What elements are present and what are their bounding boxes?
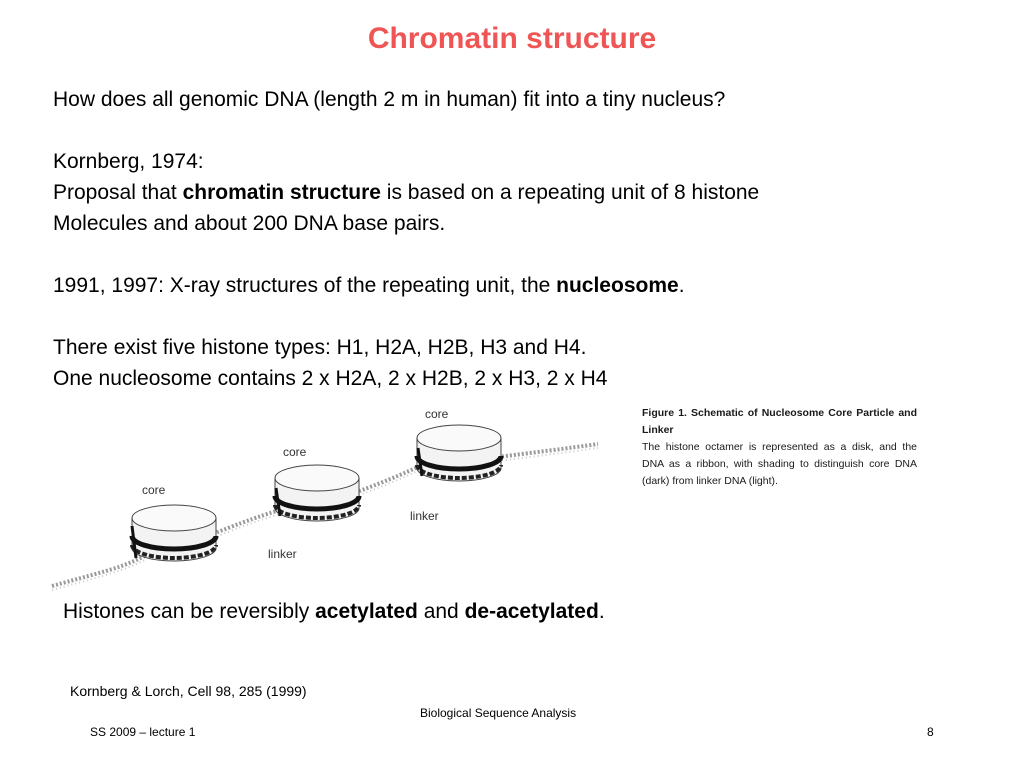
- acetylated-term: acetylated: [315, 600, 418, 623]
- histone-types-line: There exist five histone types: H1, H2A, H2B, H3 and H4.: [53, 336, 587, 359]
- figure-caption: [642, 405, 917, 490]
- kornberg-year-line: Kornberg, 1974:: [53, 150, 204, 173]
- footer-page-number: 8: [927, 725, 934, 739]
- slide-title: Chromatin structure: [367, 22, 657, 55]
- proposal-post: is based on a repeating unit of 8 histone: [380, 181, 760, 204]
- acetylation-line: [63, 598, 605, 626]
- deacetylated-term: de-acetylated: [464, 600, 599, 623]
- proposal-line-2: Molecules and about 200 DNA base pairs.: [53, 212, 446, 235]
- label-linker-right: linker: [410, 509, 439, 523]
- xray-post: .: [678, 274, 685, 297]
- question-line: How does all genomic DNA (length 2 m in human) fit into a tiny nucleus?: [53, 88, 726, 111]
- acetylation-pre: Histones can be reversibly: [63, 600, 316, 623]
- nucleosome-disk-middle: [275, 465, 359, 521]
- xray-bold-term: nucleosome: [556, 274, 679, 297]
- figure-caption-title: Figure 1. Schematic of Nucleosome Core Particle and Linker: [642, 407, 917, 436]
- figure-caption-text: The histone octamer is represented as a disk, and the DNA as a ribbon, with shading to distinguish core DNA (dark) from linker DNA (light).: [642, 441, 917, 487]
- nucleosome-disk-right: [417, 425, 501, 481]
- acetylation-mid: and: [417, 600, 465, 623]
- label-linker-middle: linker: [268, 547, 297, 561]
- citation: Kornberg & Lorch, Cell 98, 285 (1999): [70, 683, 307, 699]
- slide-body: [53, 84, 993, 394]
- nucleosome-disk-left: [132, 505, 216, 561]
- xray-line: [53, 270, 993, 301]
- xray-pre: 1991, 1997: X-ray structures of the repeating unit, the: [53, 274, 557, 297]
- footer-course: Biological Sequence Analysis: [420, 706, 577, 720]
- proposal-line: [53, 177, 993, 208]
- proposal-bold-term: chromatin structure: [182, 181, 381, 204]
- label-core-left: core: [142, 483, 166, 497]
- label-core-middle: core: [283, 445, 307, 459]
- footer-lecture: SS 2009 – lecture 1: [90, 725, 196, 739]
- acetylation-post: .: [598, 600, 605, 623]
- nucleosome-figure: [50, 398, 610, 593]
- proposal-pre: Proposal that: [53, 181, 183, 204]
- histone-contents-line: One nucleosome contains 2 x H2A, 2 x H2B, 2 x H3, 2 x H4: [53, 367, 608, 390]
- label-core-right: core: [425, 407, 449, 421]
